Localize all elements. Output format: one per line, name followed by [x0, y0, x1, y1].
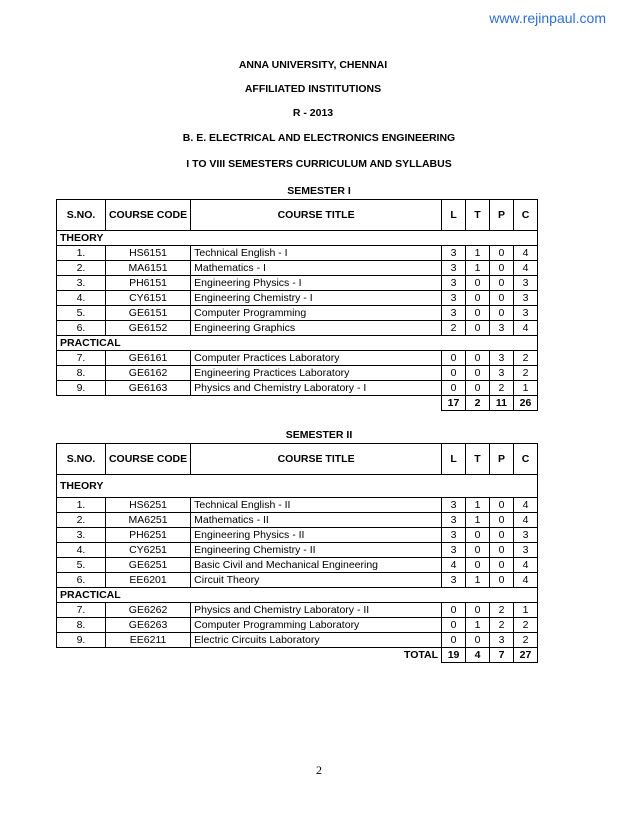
course-l: 3 [442, 246, 466, 261]
semester-2-title: SEMESTER II [285, 429, 353, 441]
course-code: GE6161 [105, 351, 190, 366]
course-code: GE6262 [105, 603, 190, 618]
semester-1-title: SEMESTER I [287, 185, 351, 197]
course-p: 0 [489, 291, 513, 306]
col-title: COURSE TITLE [191, 200, 442, 231]
course-t: 1 [466, 246, 490, 261]
institutions-title: AFFILIATED INSTITUTIONS [244, 83, 382, 95]
course-code: HS6151 [105, 246, 190, 261]
course-p: 0 [490, 498, 514, 513]
col-code: COURSE CODE [105, 444, 190, 475]
course-code: HS6251 [105, 498, 190, 513]
course-title: Computer Programming Laboratory [191, 618, 442, 633]
course-l: 3 [442, 573, 466, 588]
course-code: CY6151 [105, 291, 190, 306]
course-l: 0 [442, 351, 466, 366]
course-l: 3 [442, 543, 466, 558]
university-title: ANNA UNIVERSITY, CHENNAI [238, 59, 388, 71]
course-p: 0 [490, 573, 514, 588]
course-row [57, 573, 538, 588]
course-code: EE6201 [105, 573, 190, 588]
course-sno: 5. [57, 306, 106, 321]
course-c: 3 [513, 306, 537, 321]
course-code: MA6151 [105, 261, 190, 276]
course-c: 4 [513, 246, 537, 261]
course-c: 4 [513, 558, 537, 573]
course-t: 0 [466, 351, 490, 366]
course-code: GE6152 [105, 321, 190, 336]
course-code: PH6251 [105, 528, 190, 543]
col-l: L [442, 444, 466, 475]
total-t: 2 [466, 396, 490, 411]
course-c: 2 [513, 366, 537, 381]
course-p: 3 [489, 321, 513, 336]
course-c: 3 [513, 528, 537, 543]
course-l: 3 [442, 291, 466, 306]
course-sno: 3. [57, 276, 106, 291]
course-c: 2 [513, 618, 537, 633]
total-p: 11 [489, 396, 513, 411]
course-sno: 5. [57, 558, 106, 573]
theory-rows [57, 498, 538, 588]
program-title: B. E. ELECTRICAL AND ELECTRONICS ENGINEERING [182, 132, 456, 144]
course-row [57, 603, 538, 618]
course-sno: 8. [57, 366, 106, 381]
course-title: Physics and Chemistry Laboratory - I [191, 381, 442, 396]
course-p: 2 [490, 603, 514, 618]
course-code: GE6263 [105, 618, 190, 633]
course-title: Mathematics - I [191, 261, 442, 276]
course-code: PH6151 [105, 276, 190, 291]
course-c: 3 [513, 543, 537, 558]
course-sno: 4. [57, 543, 106, 558]
course-l: 3 [442, 528, 466, 543]
total-label: TOTAL [57, 648, 442, 663]
course-title: Engineering Physics - II [191, 528, 442, 543]
course-title: Basic Civil and Mechanical Engineering [191, 558, 442, 573]
course-c: 2 [513, 633, 537, 648]
section-label: PRACTICAL [57, 588, 538, 603]
watermark-link[interactable]: www.rejinpaul.com [489, 10, 606, 26]
course-sno: 1. [57, 498, 106, 513]
course-l: 0 [442, 366, 466, 381]
col-sno: S.NO. [57, 200, 106, 231]
course-p: 3 [490, 633, 514, 648]
course-title: Technical English - I [191, 246, 442, 261]
course-l: 0 [442, 381, 466, 396]
course-l: 0 [442, 603, 466, 618]
course-t: 0 [466, 528, 490, 543]
col-l: L [442, 200, 466, 231]
theory-rows [57, 246, 538, 336]
course-title: Engineering Graphics [191, 321, 442, 336]
course-p: 0 [489, 246, 513, 261]
practical-rows [57, 603, 538, 648]
course-p: 0 [490, 528, 514, 543]
course-code: EE6211 [105, 633, 190, 648]
col-t: T [466, 200, 490, 231]
course-l: 3 [442, 276, 466, 291]
course-sno: 9. [57, 633, 106, 648]
course-row [57, 246, 538, 261]
course-row [57, 306, 538, 321]
course-c: 3 [513, 291, 537, 306]
course-code: GE6151 [105, 306, 190, 321]
course-title: Circuit Theory [191, 573, 442, 588]
regulation-title: R - 2013 [292, 107, 334, 119]
course-row [57, 351, 538, 366]
course-row [57, 261, 538, 276]
course-row [57, 498, 538, 513]
course-t: 0 [466, 321, 490, 336]
course-code: GE6162 [105, 366, 190, 381]
course-l: 3 [442, 498, 466, 513]
course-title: Physics and Chemistry Laboratory - II [191, 603, 442, 618]
section-label: THEORY [57, 475, 538, 498]
section-theory [57, 475, 538, 498]
course-code: GE6251 [105, 558, 190, 573]
course-sno: 7. [57, 351, 106, 366]
course-sno: 9. [57, 381, 106, 396]
course-sno: 1. [57, 246, 106, 261]
course-title: Computer Programming [191, 306, 442, 321]
course-p: 0 [489, 276, 513, 291]
course-sno: 4. [57, 291, 106, 306]
course-row [57, 291, 538, 306]
course-p: 0 [490, 543, 514, 558]
course-row [57, 528, 538, 543]
section-theory [57, 231, 538, 246]
course-t: 0 [466, 543, 490, 558]
course-t: 0 [466, 633, 490, 648]
semester-2-table [56, 443, 538, 663]
col-p: P [490, 444, 514, 475]
page-number: 2 [316, 763, 322, 777]
course-row [57, 543, 538, 558]
course-t: 1 [466, 513, 490, 528]
course-l: 0 [442, 618, 466, 633]
course-row [57, 276, 538, 291]
course-title: Computer Practices Laboratory [191, 351, 442, 366]
total-p: 7 [490, 648, 514, 663]
col-t: T [466, 444, 490, 475]
course-row [57, 321, 538, 336]
course-title: Engineering Practices Laboratory [191, 366, 442, 381]
course-l: 4 [442, 558, 466, 573]
total-c: 26 [513, 396, 537, 411]
course-l: 0 [442, 633, 466, 648]
course-sno: 2. [57, 261, 106, 276]
course-c: 1 [513, 603, 537, 618]
course-c: 4 [513, 261, 537, 276]
course-t: 1 [466, 573, 490, 588]
course-row [57, 513, 538, 528]
course-l: 3 [442, 306, 466, 321]
total-t: 4 [466, 648, 490, 663]
course-p: 3 [489, 351, 513, 366]
course-c: 1 [513, 381, 537, 396]
course-sno: 2. [57, 513, 106, 528]
course-code: GE6163 [105, 381, 190, 396]
table-header-row [57, 200, 538, 231]
course-l: 2 [442, 321, 466, 336]
course-c: 4 [513, 513, 537, 528]
col-c: C [513, 444, 537, 475]
course-sno: 3. [57, 528, 106, 543]
course-t: 1 [466, 618, 490, 633]
course-t: 1 [466, 498, 490, 513]
col-p: P [489, 200, 513, 231]
section-practical [57, 336, 538, 351]
course-c: 2 [513, 351, 537, 366]
col-title: COURSE TITLE [191, 444, 442, 475]
course-t: 0 [466, 603, 490, 618]
total-c: 27 [513, 648, 537, 663]
course-row [57, 618, 538, 633]
course-title: Mathematics - II [191, 513, 442, 528]
total-row [57, 396, 538, 411]
table-header-row [57, 444, 538, 475]
course-c: 4 [513, 573, 537, 588]
course-title: Engineering Chemistry - II [191, 543, 442, 558]
course-title: Electric Circuits Laboratory [191, 633, 442, 648]
course-c: 4 [513, 498, 537, 513]
course-title: Technical English - II [191, 498, 442, 513]
col-sno: S.NO. [57, 444, 106, 475]
course-p: 3 [489, 366, 513, 381]
course-t: 0 [466, 291, 490, 306]
total-spacer [57, 396, 442, 411]
course-sno: 6. [57, 573, 106, 588]
course-row [57, 633, 538, 648]
section-practical [57, 588, 538, 603]
course-p: 0 [490, 558, 514, 573]
course-title: Engineering Chemistry - I [191, 291, 442, 306]
section-label: THEORY [57, 231, 538, 246]
course-row [57, 558, 538, 573]
scope-title: I TO VIII SEMESTERS CURRICULUM AND SYLLABUS [186, 158, 452, 170]
course-sno: 6. [57, 321, 106, 336]
course-p: 0 [489, 306, 513, 321]
course-t: 0 [466, 276, 490, 291]
total-l: 17 [442, 396, 466, 411]
semester-1-table [56, 199, 538, 411]
course-t: 0 [466, 381, 490, 396]
course-t: 0 [466, 558, 490, 573]
course-row [57, 366, 538, 381]
col-c: C [513, 200, 537, 231]
course-p: 0 [489, 261, 513, 276]
course-t: 0 [466, 366, 490, 381]
course-row [57, 381, 538, 396]
course-sno: 7. [57, 603, 106, 618]
course-p: 2 [489, 381, 513, 396]
course-title: Engineering Physics - I [191, 276, 442, 291]
course-code: CY6251 [105, 543, 190, 558]
course-l: 3 [442, 261, 466, 276]
course-code: MA6251 [105, 513, 190, 528]
course-p: 0 [490, 513, 514, 528]
course-l: 3 [442, 513, 466, 528]
course-t: 0 [466, 306, 490, 321]
section-label: PRACTICAL [57, 336, 538, 351]
course-c: 3 [513, 276, 537, 291]
total-l: 19 [442, 648, 466, 663]
course-t: 1 [466, 261, 490, 276]
course-sno: 8. [57, 618, 106, 633]
col-code: COURSE CODE [105, 200, 190, 231]
practical-rows [57, 351, 538, 396]
course-p: 2 [490, 618, 514, 633]
course-c: 4 [513, 321, 537, 336]
total-row [57, 648, 538, 663]
